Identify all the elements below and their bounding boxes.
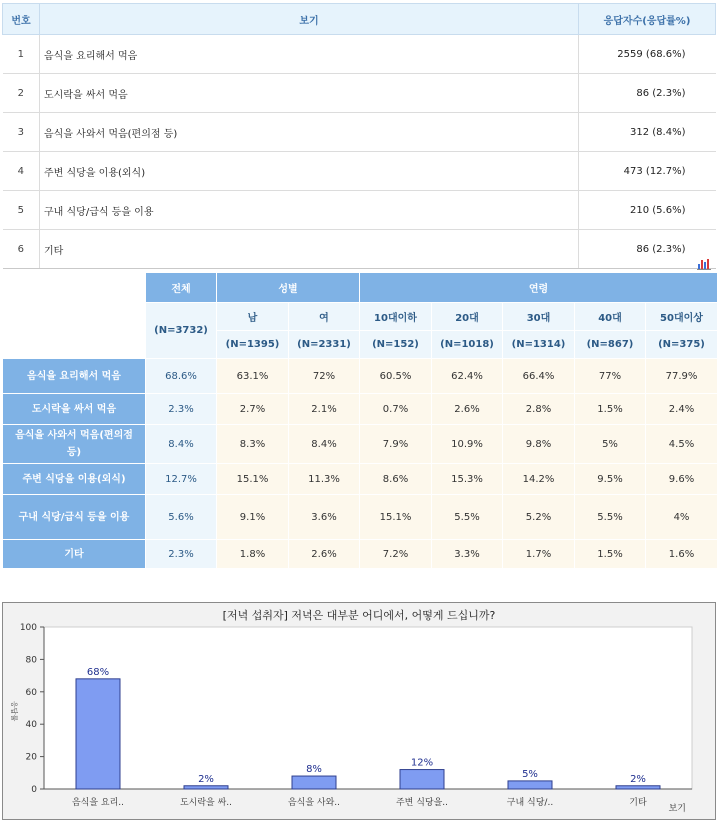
row-value: 1.6% (646, 540, 718, 569)
row-value: 5.2% (503, 495, 575, 540)
x-tick-label: 음식을 사와.. (287, 798, 341, 808)
row-value: 10.9% (432, 425, 503, 464)
table-row (3, 230, 716, 269)
row-value: 8.6% (360, 464, 432, 495)
row-value: 9.6% (646, 464, 718, 495)
row-option: 주변 식당을 이용(외식) (40, 152, 579, 191)
row-total: 2.3% (146, 394, 217, 425)
row-value: 8.4% (289, 425, 360, 464)
y-tick-label: 20 (25, 752, 37, 763)
options-table (2, 3, 716, 269)
row-total: 68.6% (146, 359, 217, 394)
x-axis-label: 보기 (668, 804, 686, 814)
header-option: 보기 (40, 4, 579, 35)
bar (616, 786, 660, 789)
row-label: 도시락을 싸서 먹음 (3, 394, 146, 425)
table-row (3, 152, 716, 191)
row-value: 15.1% (360, 495, 432, 540)
row-value: 5% (575, 425, 646, 464)
table-row (3, 74, 716, 113)
row-value: 9.1% (217, 495, 289, 540)
table-row (3, 191, 716, 230)
row-value: 60.5% (360, 359, 432, 394)
row-num: 6 (3, 230, 40, 269)
plot-area (44, 627, 692, 789)
x-axis (44, 789, 692, 808)
age-40s-n: (N=867) (575, 331, 646, 359)
table-row (3, 113, 716, 152)
gender-female-n: (N=2331) (289, 331, 360, 359)
age-20s-n: (N=1018) (432, 331, 503, 359)
bar-data-label: 68% (86, 666, 110, 678)
row-label: 구내 식당/급식 등을 이용 (3, 495, 146, 540)
row-option: 도시락을 싸서 먹음 (40, 74, 579, 113)
row-value: 7.2% (360, 540, 432, 569)
row-value: 15.3% (432, 464, 503, 495)
age-10s: 10대이하 (360, 303, 432, 331)
row-value: 2.7% (217, 394, 289, 425)
bar (76, 679, 120, 789)
bar-data-label: 5% (522, 768, 538, 780)
row-label: 기타 (3, 540, 146, 569)
bar (292, 776, 336, 789)
row-count: 2559 (68.6%) (579, 35, 716, 74)
y-axis (20, 623, 44, 795)
y-tick-label: 60 (25, 687, 37, 698)
age-50s: 50대이상 (646, 303, 718, 331)
row-value: 1.5% (575, 394, 646, 425)
row-value: 1.7% (503, 540, 575, 569)
row-value: 15.1% (217, 464, 289, 495)
table-row (3, 394, 718, 425)
bar (184, 786, 228, 789)
bar (400, 770, 444, 789)
row-label: 음식을 요리해서 먹음 (3, 359, 146, 394)
x-tick-label: 주변 식당을.. (395, 798, 449, 808)
row-option: 음식을 요리해서 먹음 (40, 35, 579, 74)
row-total: 12.7% (146, 464, 217, 495)
bar-chart-icon[interactable] (697, 258, 711, 270)
y-tick-label: 80 (25, 655, 37, 666)
bar-data-label: 2% (630, 773, 646, 785)
bar-data-label: 12% (410, 757, 434, 769)
row-total: 8.4% (146, 425, 217, 464)
row-value: 9.5% (575, 464, 646, 495)
bar-chart (2, 602, 716, 820)
row-count: 86 (2.3%) (579, 74, 716, 113)
row-value: 1.5% (575, 540, 646, 569)
x-tick-label: 구내 식당/.. (506, 798, 554, 808)
bar-chart-svg (3, 603, 715, 819)
gender-female: 여 (289, 303, 360, 331)
row-value: 2.4% (646, 394, 718, 425)
x-tick-label: 음식을 요리.. (71, 798, 125, 808)
row-value: 2.6% (289, 540, 360, 569)
row-value: 2.6% (432, 394, 503, 425)
gender-male: 남 (217, 303, 289, 331)
crosstab-table (2, 272, 718, 569)
row-count: 312 (8.4%) (579, 113, 716, 152)
row-option: 음식을 사와서 먹음(편의점 등) (40, 113, 579, 152)
y-tick-label: 40 (25, 720, 37, 731)
table-row (3, 540, 718, 569)
gender-male-n: (N=1395) (217, 331, 289, 359)
age-10s-n: (N=152) (360, 331, 432, 359)
chart-title: [저녁 섭취자] 저녁은 대부분 어디에서, 어떻게 드십니까? (222, 609, 496, 622)
y-tick-label: 100 (19, 623, 37, 633)
row-option: 기타 (40, 230, 579, 269)
row-value: 11.3% (289, 464, 360, 495)
gender-header: 성별 (217, 273, 360, 303)
row-num: 5 (3, 191, 40, 230)
row-value: 66.4% (503, 359, 575, 394)
row-num: 3 (3, 113, 40, 152)
row-value: 3.3% (432, 540, 503, 569)
row-total: 5.6% (146, 495, 217, 540)
age-50s-n: (N=375) (646, 331, 718, 359)
row-value: 77.9% (646, 359, 718, 394)
row-total: 2.3% (146, 540, 217, 569)
table-row (3, 35, 716, 74)
table-row (3, 425, 718, 464)
table-row (3, 464, 718, 495)
row-option: 구내 식당/급식 등을 이용 (40, 191, 579, 230)
corner-cell (3, 273, 146, 359)
y-tick-label: 0 (31, 785, 37, 795)
row-value: 72% (289, 359, 360, 394)
row-value: 62.4% (432, 359, 503, 394)
row-value: 77% (575, 359, 646, 394)
row-value: 2.8% (503, 394, 575, 425)
row-value: 4% (646, 495, 718, 540)
age-30s: 30대 (503, 303, 575, 331)
row-value: 0.7% (360, 394, 432, 425)
header-count: 응답자수(응답률%) (579, 4, 716, 35)
row-value: 9.8% (503, 425, 575, 464)
row-count: 86 (2.3%) (579, 230, 716, 269)
x-tick-label: 도시락을 싸.. (179, 798, 233, 808)
age-40s: 40대 (575, 303, 646, 331)
row-value: 5.5% (432, 495, 503, 540)
total-n: (N=3732) (146, 303, 217, 359)
table-row (3, 359, 718, 394)
row-value: 4.5% (646, 425, 718, 464)
row-value: 8.3% (217, 425, 289, 464)
row-num: 4 (3, 152, 40, 191)
row-count: 473 (12.7%) (579, 152, 716, 191)
age-20s: 20대 (432, 303, 503, 331)
row-value: 3.6% (289, 495, 360, 540)
bar-data-label: 8% (306, 764, 322, 776)
bar (508, 781, 552, 789)
row-value: 14.2% (503, 464, 575, 495)
age-30s-n: (N=1314) (503, 331, 575, 359)
row-value: 63.1% (217, 359, 289, 394)
header-num: 번호 (3, 4, 40, 35)
y-axis-label: 응답률 (10, 701, 18, 722)
row-value: 7.9% (360, 425, 432, 464)
row-label: 주변 식당을 이용(외식) (3, 464, 146, 495)
row-value: 2.1% (289, 394, 360, 425)
total-header: 전체 (146, 273, 217, 303)
row-value: 1.8% (217, 540, 289, 569)
x-tick-label: 기타 (629, 798, 647, 808)
row-value: 5.5% (575, 495, 646, 540)
table-row (3, 495, 718, 540)
age-header: 연령 (360, 273, 718, 303)
row-num: 1 (3, 35, 40, 74)
row-count: 210 (5.6%) (579, 191, 716, 230)
row-num: 2 (3, 74, 40, 113)
row-label: 음식을 사와서 먹음(편의점 등) (3, 425, 146, 464)
bar-data-label: 2% (198, 773, 214, 785)
